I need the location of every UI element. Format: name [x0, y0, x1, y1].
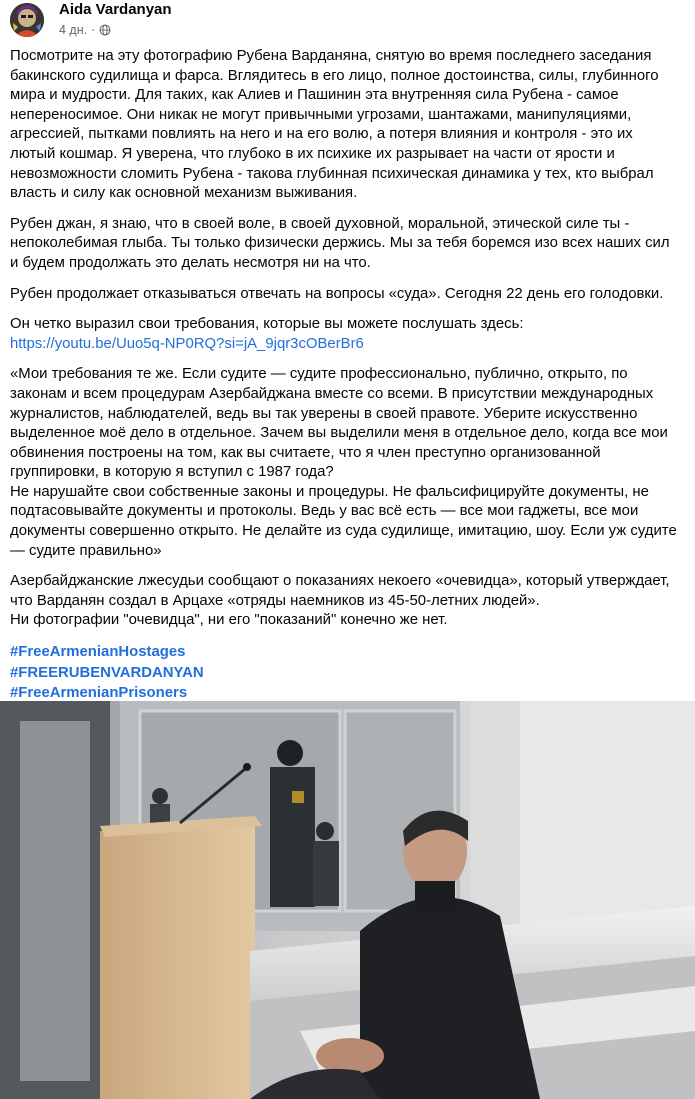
post-paragraph: Он четко выразил свои требования, которые вы можете послушать здесь:	[10, 316, 524, 333]
post-header	[0, 0, 695, 40]
post-photo[interactable]	[0, 701, 695, 1099]
hashtag-link[interactable]: #FREERUBENVARDANYAN	[10, 664, 204, 681]
author-avatar[interactable]	[10, 3, 44, 37]
post-timestamp[interactable]: 4 дн.	[59, 23, 88, 37]
post-paragraph-with-link	[10, 315, 680, 354]
post-paragraph: Рубен продолжает отказываться отвечать на вопросы «суда». Сегодня 22 день его голодовки.	[10, 285, 664, 302]
quote-paragraph	[10, 365, 680, 561]
post-paragraph-part: Ни фотографии "очевидца", ни его "показаний" конечно же нет.	[10, 612, 448, 629]
post-body	[10, 47, 680, 704]
youtube-link[interactable]: https://youtu.be/Uuo5q-NP0RQ?si=jA_9jqr3cOBerBr6	[10, 335, 364, 352]
quote-part: Не нарушайте свои собственные законы и процедуры. Не фальсифицируйте документы, не подтасовывайте документы и протоколы. Ведь у вас всё есть — все мои гаджеты, все мои документы совершенно открыто. Не делайте из суда судилище, имитацию, шоу. Если уж судите — судите правильно»	[10, 483, 677, 559]
post-paragraph: Посмотрите на эту фотографию Рубена Варданяна, снятую во время последнего заседания бакинского судилища и фарса. Вглядитесь в его лицо, полное достоинства, силы, глубинного мира и мудрости. Для таких, как Алиев и Пашинин эта внутренняя сила Рубена - самое непереносимое. Они никак не могут привычными угрозами, шантажами, манипуляциями, агрессией, пытками повлиять на него и на его волю, а потеря влияния и контроля - это их лютый кошмар. Я уверена, что глубоко в их психике их разрывает на части от ярости и невозможности сломить Рубена - такова глубинная психическая динамика у тех, кто выбрал власть и силу как основной механизм выживания.	[10, 48, 659, 202]
meta-separator: ·	[91, 23, 96, 37]
post-paragraph	[10, 572, 680, 631]
author-name[interactable]: Aida Vardanyan	[59, 1, 172, 18]
quote-part: «Мои требования те же. Если судите — судите профессионально, публично, открыто, по законам и всем процедурам Азербайджана вместе со всеми. В присутствии международных журналистов, наблюдателей, ведь вы так уверены в своей правоте. Уберите искусственно выделенное моё дело в отдельное. Зачем вы выделили меня в отдельное дело, когда все мои обвинения построены на том, как вы считаете, что я член преступно организованной группировки, в которую я вступил с 1987 года?	[10, 366, 668, 481]
avatar-image	[10, 3, 44, 37]
post-meta	[59, 23, 111, 37]
post-paragraph-part: Азербайджанские лжесудьи сообщают о показаниях некоего «очевидца», который утверждает, что Варданян создал в Арцахе «отряды наемников из 45-50-летних людей».	[10, 573, 670, 609]
courtroom-photo	[0, 701, 695, 1099]
hashtag-list	[10, 642, 680, 704]
hashtag-link[interactable]: #FreeArmenianHostages	[10, 644, 186, 661]
hashtag-link[interactable]: #FreeArmenianPrisoners	[10, 685, 188, 702]
post-paragraph: Рубен джан, я знаю, что в своей воле, в своей духовной, моральной, этической силе ты - непоколебимая глыба. Ты только физически держись. Мы за тебя боремся изо всех наших сил и будем продолжать это делать несмотря ни на что.	[10, 215, 670, 271]
globe-icon[interactable]	[99, 24, 111, 36]
